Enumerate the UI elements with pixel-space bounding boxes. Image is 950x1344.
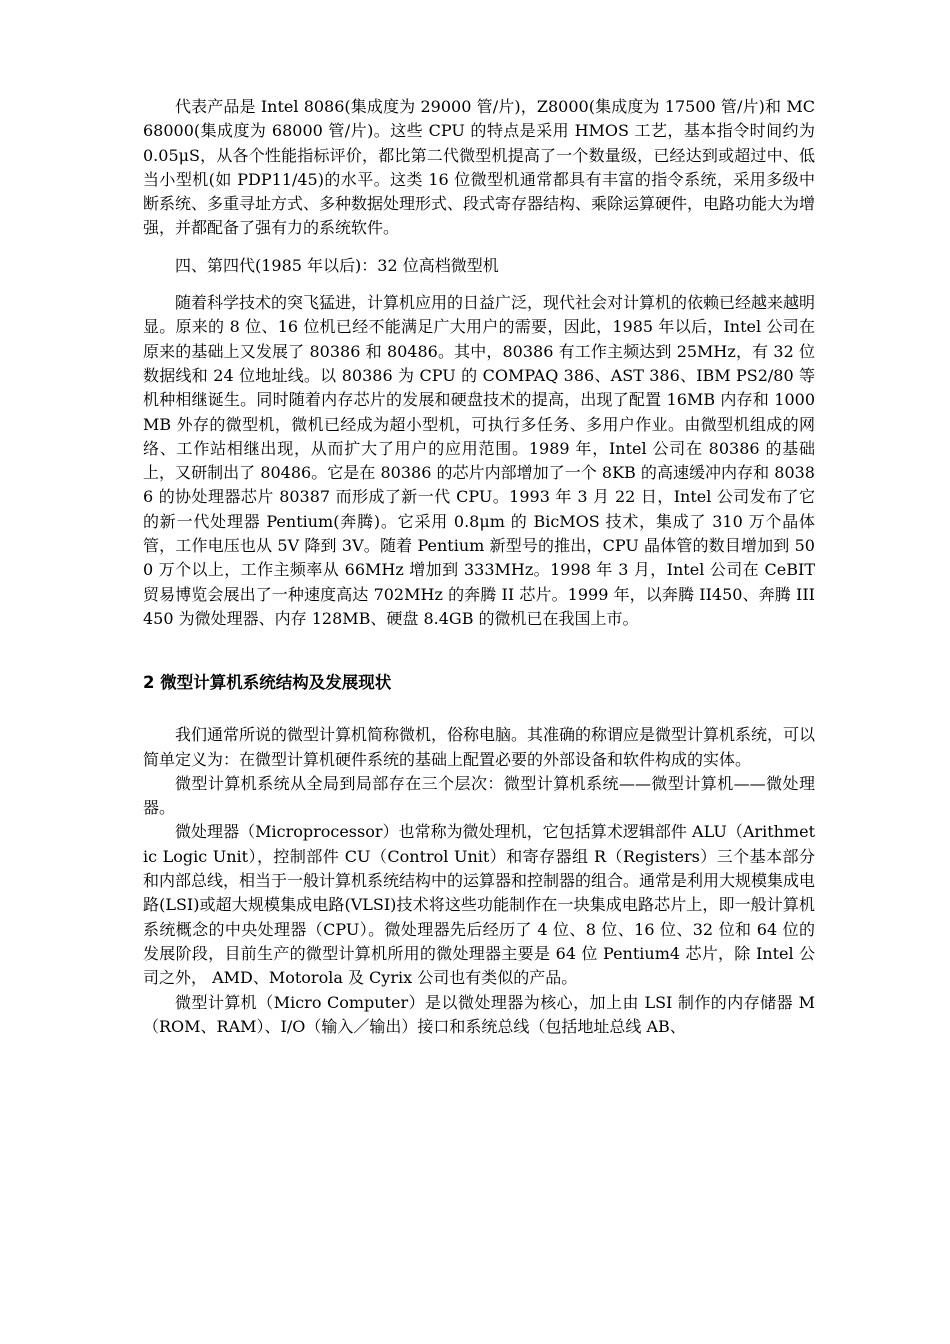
paragraph-fourth-generation-detail: 随着科学技术的突飞猛进，计算机应用的日益广泛，现代社会对计算机的依赖已经越来越明显。原来的 8 位、16 位机已经不能满足广大用户的需要，因此，1985 年以后，Intel 公司在原来的基础上又发展了 80386 和 80486。其中，80386 有工作主频达到 25MHz，有 32 位数据线和 24 位地址线。以 80386 为 CPU 的 COMPAQ 386、AST 386、IBM PS2/80 等机种相继诞生。同时随着内存芯片的发展和硬盘技术的提高，出现了配置 16MB 内存和 1000MB 外存的微型机，微机已经成为超小型机，可执行多任务、多用户作业。由微型机组成的网络、工作站相继出现，从而扩大了用户的应用范围。1989 年，Intel 公司在 80386 的基础上，又研制出了 80486。它是在 80386 的芯片内部增加了一个 8KB 的高速缓冲内存和 80386 的协处理器芯片 80387 而形成了新一代 CPU。1993 年 3 月 22 日，Intel 公司发布了它的新一代处理器 Pentium(奔腾)。它采用 0.8μm 的 BicMOS 技术，集成了 310 万个晶体管，工作电压也从 5V 降到 3V。随着 Pentium 新型号的推出，CPU 晶体管的数目增加到 500 万个以上，工作主频率从 66MHz 增加到 333MHz。1998 年 3 月，Intel 公司在 CeBIT 贸易博览会展出了一种速度高达 702MHz 的奔腾 II 芯片。1999 年，以奔腾 II450、奔腾 III450 为微处理器、内存 128MB、硬盘 8.4GB 的微机已在我国上市。 <box>143 293 816 628</box>
document-page <box>143 95 815 1039</box>
paragraph-microcomputer: 微型计算机（Micro Computer）是以微处理器为核心，加上由 LSI 制作的内存储器 M（ROM、RAM）、I/O（输入／输出）接口和系统总线（包括地址总线 AB、 <box>143 992 815 1036</box>
paragraph-system-levels: 微型计算机系统从全局到局部存在三个层次：微型计算机系统——微型计算机——微处理器。 <box>143 773 815 818</box>
paragraph-fourth-generation-title: 四、第四代(1985 年以后)：32 位高档微型机 <box>175 255 499 275</box>
paragraph-third-generation-products: 代表产品是 Intel 8086(集成度为 29000 管/片)，Z8000(集成度为 17500 管/片)和 MC68000(集成度为 68000 管/片)。这些 CPU 的特点是采用 HMOS 工艺，基本指令时间约为 0.05μS，从各个性能指标评价，都比第二代微型机提高了一个数量级，已经达到或超过中、低当小型机(如 PDP11/45)的水平。这类 16 位微型机通常都具有丰富的指令系统，采用多级中断系统、多重寻址方式、多种数据处理形式、段式寄存器结构、乘除运算硬件，电路功能大为增强，并都配备了强有力的系统软件。 <box>143 97 816 238</box>
section-heading: 2 微型计算机系统结构及发展现状 <box>143 673 392 693</box>
paragraph-microcomputer-definition: 我们通常所说的微型计算机简称微机，俗称电脑。其准确的称谓应是微型计算机系统，可以简单定义为：在微型计算机硬件系统的基础上配置必要的外部设备和软件构成的实体。 <box>143 725 816 769</box>
paragraph-microprocessor: 微处理器（Microprocessor）也常称为微处理机，它包括算术逻辑部件 ALU（Arithmetic Logic Unit），控制部件 CU（Control Unit）和寄存器组 R（Registers）三个基本部分和内部总线，相当于一般计算机系统结构中的运算器和控制器的组合。通常是利用大规模集成电路(LSI)或超大规模集成电路(VLSI)技术将这些功能制作在一块集成电路芯片上，即一般计算机系统概念的中央处理器（CPU）。微处理器先后经历了 4 位、8 位、16 位、32 位和 64 位的发展阶段，目前生产的微型计算机所用的微处理器主要是 64 位 Pentium4 芯片，除 Intel 公司之外， AMD、Motorola 及 Cyrix 公司也有类似的产品。 <box>143 822 816 988</box>
